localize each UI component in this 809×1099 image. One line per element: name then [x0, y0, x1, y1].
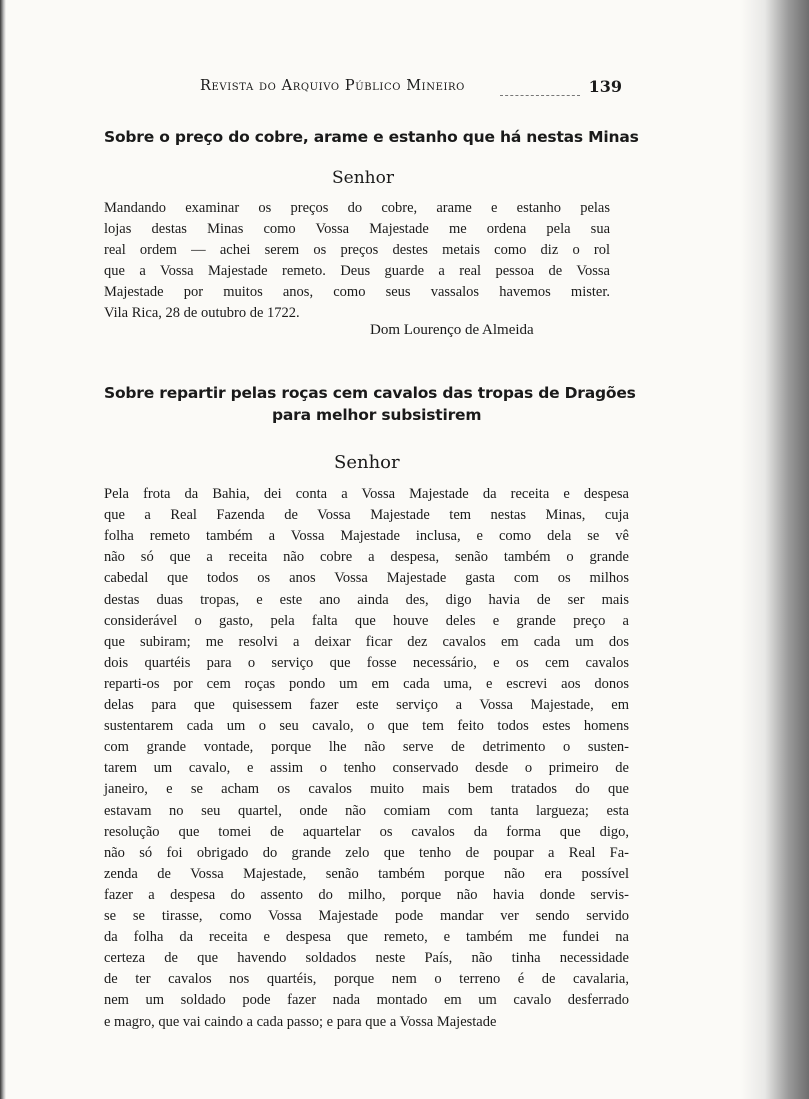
text-line: Majestade por muitos anos, como seus vassalos havemos mister.	[104, 284, 610, 300]
text-line: fazer a despesa do assento do milho, porque não havia donde servis-	[104, 886, 629, 903]
text-line: não só foi obrigado do grande zelo que tenho de poupar a Real Fa-	[104, 844, 629, 861]
text-line: que subiram; me resolvi a deixar ficar dez cavalos em cada um dos	[104, 633, 629, 650]
text-line: nem um soldado pode fazer nada montado em um cavalo desferrado	[104, 992, 629, 1009]
text-line: certeza de que havendo soldados neste País, não tinha necessidade	[104, 950, 629, 967]
text-line: da folha da receita e despesa que remeto, e também me fundei na	[104, 929, 629, 946]
text-line: lojas destas Minas como Vossa Majestade me ordena pela sua	[104, 221, 610, 237]
letter1-title: Sobre o preço do cobre, arame e estanho que há nestas Minas	[104, 128, 639, 146]
text-line: folha remeto também a Vossa Majestade inclusa, e como dela se vê	[104, 528, 629, 545]
text-line: se se tirasse, como Vossa Majestade pode mandar ver sendo servido	[104, 908, 629, 924]
letter2-title-line1: Sobre repartir pelas roças cem cavalos das tropas de Dragões	[104, 384, 636, 402]
page-left-edge	[0, 0, 6, 1099]
letter1-salutation: Senhor	[332, 168, 394, 188]
text-line: estavam no seu quartel, onde não comiam com tanta largueza; esta	[104, 802, 629, 819]
page-header	[200, 78, 630, 100]
letter2-salutation: Senhor	[334, 452, 400, 473]
text-line: de ter cavalos nos quartéis, porque nem o terreno é de cavalaria,	[104, 971, 629, 988]
text-line: reparti-os por cem roças pondo um em cada uma, e escrevi aos donos	[104, 675, 629, 692]
letter1-signature: Dom Lourenço de Almeida	[370, 322, 534, 338]
page-binding-shadow	[741, 0, 809, 1099]
text-line: tarem um cavalo, e assim o tenho conservado desde o primeiro de	[104, 760, 629, 777]
text-line: com grande vontade, porque lhe não serve de detrimento o susten-	[104, 739, 629, 756]
text-line: que a Vossa Majestade remeto. Deus guarde a real pessoa de Vossa	[104, 263, 610, 279]
text-line: não só que a receita não cobre a despesa, senão também o grande	[104, 549, 629, 566]
text-line: destas duas tropas, e este ano ainda des, digo havia de ser mais	[104, 591, 629, 608]
text-line: delas para que quisessem fazer este serviço a Vossa Majestade, em	[104, 697, 629, 713]
text-line: cabedal que todos os anos Vossa Majestade gasta com os milhos	[104, 570, 629, 587]
running-head: Revista do Arquivo Público Mineiro	[200, 78, 465, 94]
text-line: zenda de Vossa Majestade, senão também porque não era possível	[104, 865, 629, 882]
text-line: janeiro, e se acham os cavalos muito mais bem tratados do que	[104, 781, 629, 798]
text-line: considerável o gasto, pela falta que houve deles e grande preço a	[104, 612, 629, 629]
text-line: sustentarem cada um o seu cavalo, o que tem feito todos estes homens	[104, 718, 629, 735]
header-rule	[500, 95, 580, 96]
text-line: e magro, que vai caindo a cada passo; e para que a Vossa Majestade	[104, 1013, 497, 1030]
text-line: real ordem — achei serem os preços destes metais como diz o rol	[104, 242, 610, 258]
text-line: dois quartéis para o serviço que fosse necessário, e os cem cavalos	[104, 654, 629, 671]
letter2-title-line2: para melhor subsistirem	[272, 406, 482, 424]
text-line: Mandando examinar os preços do cobre, arame e estanho pelas	[104, 200, 610, 216]
text-line: que a Real Fazenda de Vossa Majestade tem nestas Minas, cuja	[104, 507, 629, 524]
text-line: resolução que tomei de aquartelar os cavalos da forma que digo,	[104, 823, 629, 840]
text-line: Vila Rica, 28 de outubro de 1722.	[104, 305, 300, 321]
page-number: 139	[588, 77, 622, 96]
text-line: Pela frota da Bahia, dei conta a Vossa Majestade da receita e despesa	[104, 486, 629, 502]
